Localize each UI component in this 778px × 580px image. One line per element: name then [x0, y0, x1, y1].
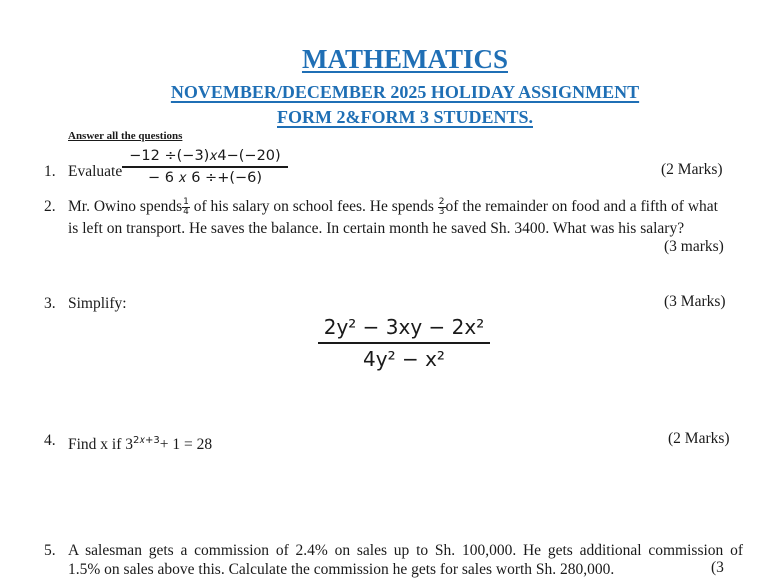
- numerator: 2y² − 3xy − 2x²: [323, 315, 485, 339]
- question-number: 5.: [44, 542, 56, 559]
- question-number: 4.: [44, 432, 56, 449]
- question-number: 1.: [44, 163, 56, 180]
- exponent: 2𝑥+3: [133, 435, 160, 446]
- question-text-line-2: is left on transport. He saves the balance. In certain month he saved Sh. 3400. What was his salary?: [68, 220, 685, 237]
- question-text: Evaluate: [68, 163, 123, 180]
- subject-title: MATHEMATICS: [301, 44, 508, 74]
- question-number: 2.: [44, 198, 56, 215]
- question-text-line-2: 1.5% on sales above this. Calculate the commission he gets for sales worth Sh. 280,000.: [68, 561, 615, 578]
- fraction-expression: [122, 146, 288, 188]
- denominator: 4y² − x²: [363, 347, 445, 371]
- question-number: 3.: [44, 295, 56, 312]
- fraction-two-thirds: $\frac{2}{3}$: [438, 196, 445, 217]
- instructions: Answer all the questions: [68, 130, 183, 142]
- assignment-title: NOVEMBER/DECEMBER 2025 HOLIDAY ASSIGNMENT: [170, 82, 640, 102]
- question-text: Find x if $3^{2𝑥+3}+ 1 = 28$: [68, 435, 213, 454]
- marks-label: (3 marks): [664, 238, 724, 255]
- numerator: −12 ÷(−3)𝑥4−(−20): [129, 148, 281, 164]
- algebraic-fraction: [318, 312, 490, 374]
- question-text-line-1: Mr. Owino spends $\frac{1}{4}$ of his salary on school fees. He spends $\frac{2}{3}$ of the remainder on food and a fifth of what: [68, 196, 718, 217]
- question-text: Simplify:: [68, 295, 127, 312]
- marks-label: (2 Marks): [668, 430, 730, 447]
- marks-label: (3: [711, 559, 724, 576]
- question-text-line-1: A salesman gets a commission of 2.4% on sales up to Sh. 100,000. He gets additional commission of: [68, 542, 743, 559]
- fraction-one-quarter: $\frac{1}{4}$: [183, 196, 189, 217]
- marks-label: (2 Marks): [661, 161, 723, 178]
- marks-label: (3 Marks): [664, 293, 726, 310]
- audience-title: FORM 2&FORM 3 STUDENTS.: [277, 107, 533, 127]
- denominator: − 6 𝑥 6 ÷+(−6): [147, 170, 263, 186]
